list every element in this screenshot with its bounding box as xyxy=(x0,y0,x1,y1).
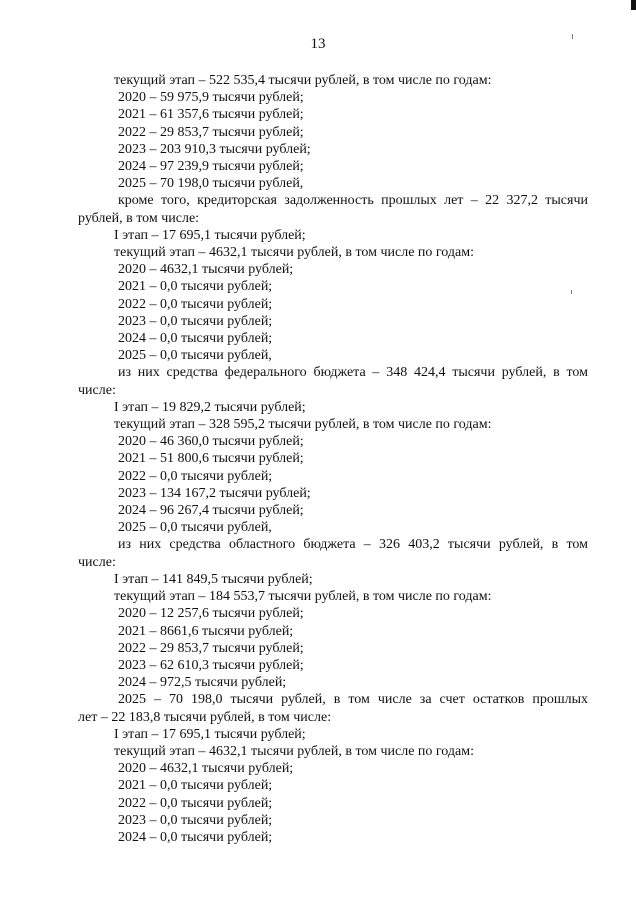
text-line: 2023 – 134 167,2 тысячи рублей; xyxy=(118,485,311,501)
text-line: 2025 – 0,0 тысячи рублей, xyxy=(118,520,272,536)
text-line: 2023 – 0,0 тысячи рублей; xyxy=(118,812,273,828)
text-line: 2020 – 59 975,9 тысячи рублей; xyxy=(118,90,304,106)
text-line: 2023 – 0,0 тысячи рублей; xyxy=(118,313,273,329)
scan-corner-mark xyxy=(631,0,636,10)
text-line: из них средства федерального бюджета – 348 424,4 тысячи рублей, в том xyxy=(118,365,588,381)
document-body xyxy=(78,72,588,846)
text-line: рублей, в том числе: xyxy=(78,210,200,226)
text-line: 2020 – 4632,1 тысячи рублей; xyxy=(118,761,294,777)
text-line: 2021 – 8661,6 тысячи рублей; xyxy=(118,623,294,639)
text-line: 2025 – 70 198,0 тысячи рублей, в том числе за счет остатков прошлых xyxy=(118,692,588,708)
text-line: I этап – 17 695,1 тысячи рублей; xyxy=(114,227,306,243)
text-line: 2021 – 61 357,6 тысячи рублей; xyxy=(118,107,304,123)
text-line: 2022 – 29 853,7 тысячи рублей; xyxy=(118,640,304,656)
text-line: 2025 – 0,0 тысячи рублей, xyxy=(118,348,272,364)
text-line: 2021 – 0,0 тысячи рублей; xyxy=(118,279,273,295)
text-line: 2024 – 96 267,4 тысячи рублей; xyxy=(118,503,304,519)
text-line: 2022 – 0,0 тысячи рублей; xyxy=(118,296,273,312)
text-line: 2022 – 0,0 тысячи рублей; xyxy=(118,468,273,484)
text-line: 2023 – 203 910,3 тысячи рублей; xyxy=(118,141,311,157)
text-line: 2022 – 29 853,7 тысячи рублей; xyxy=(118,124,304,140)
text-line: 2024 – 0,0 тысячи рублей; xyxy=(118,829,273,845)
text-line: текущий этап – 522 535,4 тысячи рублей, в том числе по годам: xyxy=(114,73,492,88)
text-line: из них средства областного бюджета – 326 403,2 тысячи рублей, в том xyxy=(118,537,588,553)
text-line: текущий этап – 328 595,2 тысячи рублей, в том числе по годам: xyxy=(114,417,492,433)
page-number: 13 xyxy=(310,36,326,52)
text-line: 2024 – 97 239,9 тысячи рублей; xyxy=(118,159,304,175)
text-line: 2020 – 12 257,6 тысячи рублей; xyxy=(118,606,304,622)
text-line: текущий этап – 184 553,7 тысячи рублей, в том числе по годам: xyxy=(114,589,492,605)
text-line: кроме того, кредиторская задолженность прошлых лет – 22 327,2 тысячи xyxy=(118,193,588,209)
text-line: 2021 – 51 800,6 тысячи рублей; xyxy=(118,451,304,467)
text-line: 2025 – 70 198,0 тысячи рублей, xyxy=(118,176,304,192)
text-line: числе: xyxy=(78,382,116,398)
text-line: текущий этап – 4632,1 тысячи рублей, в том числе по годам: xyxy=(114,245,474,261)
text-line: числе: xyxy=(78,554,116,570)
text-line: 2023 – 62 610,3 тысячи рублей; xyxy=(118,657,304,673)
text-line: 2020 – 46 360,0 тысячи рублей; xyxy=(118,434,304,450)
text-line: I этап – 19 829,2 тысячи рублей; xyxy=(114,399,306,415)
text-line: I этап – 17 695,1 тысячи рублей; xyxy=(114,726,306,742)
text-line: 2021 – 0,0 тысячи рублей; xyxy=(118,778,273,794)
text-line: 2024 – 972,5 тысячи рублей; xyxy=(118,675,287,691)
text-line: текущий этап – 4632,1 тысячи рублей, в том числе по годам: xyxy=(114,743,474,759)
text-line: 2024 – 0,0 тысячи рублей; xyxy=(118,331,273,347)
text-line: лет – 22 183,8 тысячи рублей, в том числе: xyxy=(78,709,332,725)
text-line: 2022 – 0,0 тысячи рублей; xyxy=(118,795,273,811)
text-line: I этап – 141 849,5 тысячи рублей; xyxy=(114,571,313,587)
text-line: 2020 – 4632,1 тысячи рублей; xyxy=(118,262,294,278)
